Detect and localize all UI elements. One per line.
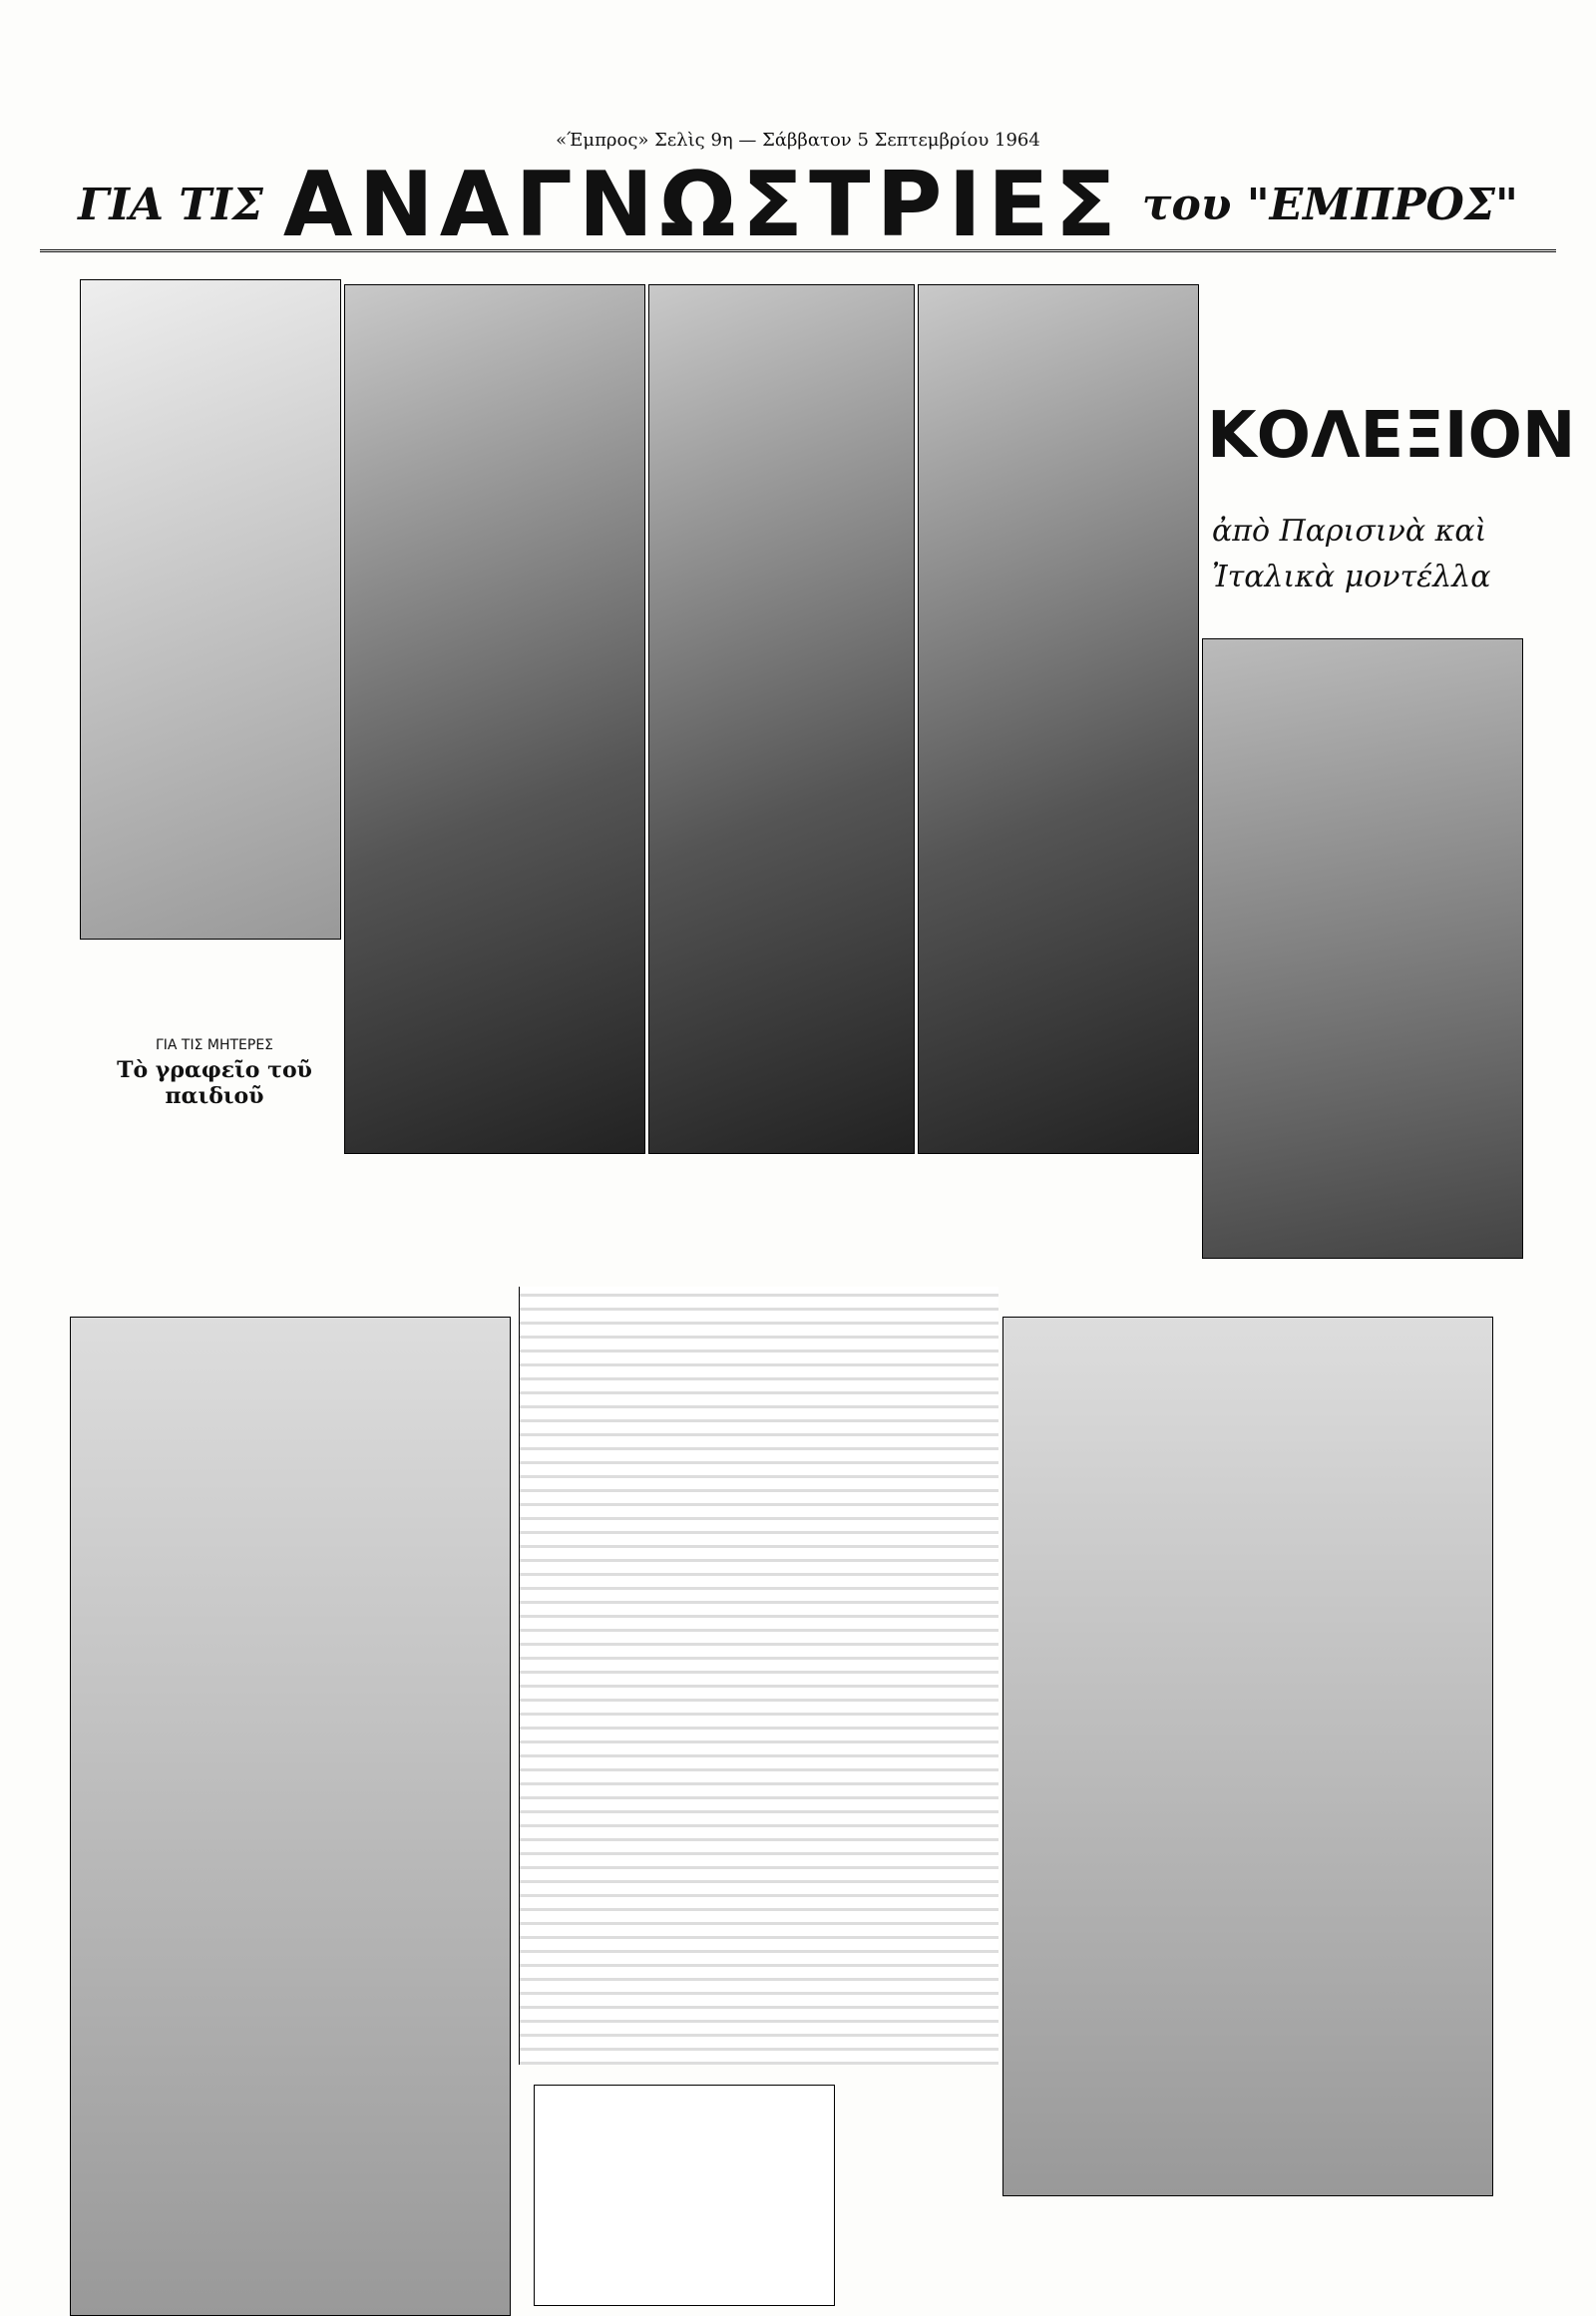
section-kicker: ΓΙΑ ΤΙΣ ΜΗΤΕΡΕΣ [155,1037,274,1053]
fashion-photo-coat [80,279,341,940]
masthead [40,152,1556,257]
advertisement-right [1002,1317,1493,2196]
masthead-suffix: του "ΕΜΠΡΟΣ" [1141,179,1518,230]
fashion-photo-4 [918,284,1199,1154]
feature-subtitle: ἀπὸ Παρισινὰ καὶ Ἰταλικὰ μοντέλλα [1212,514,1491,594]
masthead-prefix: ΓΙΑ ΤΙΣ [78,179,263,230]
fashion-photo-3 [648,284,915,1154]
advertisement-left [70,1317,511,2316]
feature-title: ΚΟΛΕΞΙΟΝ [1207,399,1576,473]
fashion-photo-5 [1202,638,1523,1259]
section-title: Τὸ γραφεῖο τοῦ παιδιοῦ [117,1057,312,1109]
issue-header: «Έμπρος» Σελὶς 9η — Σάββατον 5 Σεπτεμβρίου 1964 [556,130,1040,151]
article-column [519,1287,998,2065]
masthead-title: ΑΝΑΓΝΩΣΤΡΙΕΣ [282,152,1122,257]
advertisement-center [534,2085,835,2306]
fashion-photo-2 [344,284,645,1154]
